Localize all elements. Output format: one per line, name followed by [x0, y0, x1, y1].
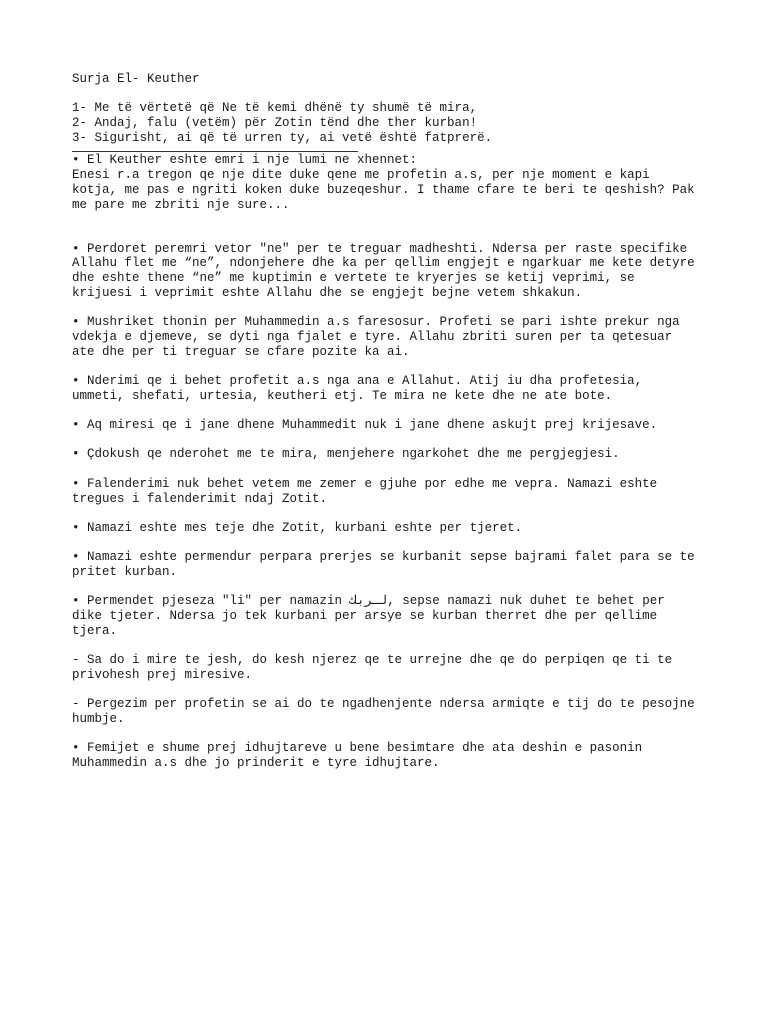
paragraph-2: • Mushriket thonin per Muhammedin a.s faresosur. Profeti se pari ishte prekur nga vdekja e djemeve, se dyti nga fjalet e tyre. Allahu zbriti suren per ta qetesuar ate dhe per ti treguar se cfare pozite ka ai. [72, 315, 688, 359]
paragraph-3: • Nderimi qe i behet profetit a.s nga ana e Allahut. Atij iu dha profetesia, ummeti, shefati, urtesia, keutheri etj. Te mira ne kete dhe ne ate bote. [72, 373, 650, 403]
spacer [72, 359, 702, 374]
paragraph-9: • Permendet pjeseza "li" per namazin لـربك, sepse namazi nuk duhet te behet per dike tjeter. Ndersa jo tek kurbani per arsye se kurban therret dhe per qellime tjera. [72, 594, 673, 638]
spacer [72, 300, 702, 315]
spacer [72, 638, 702, 653]
spacer [72, 506, 702, 521]
spacer [72, 403, 702, 418]
spacer [72, 87, 702, 102]
spacer [72, 433, 702, 448]
paragraph-1: • Perdoret peremri vetor "ne" per te treguar madheshti. Ndersa per raste specifike Allahu flet me “ne”, ndonjehere dhe ka per qellim engjejt e ngarkuar me kete detyre dhe eshte thene “ne” me kuptimin e vertete te kryerjes se ketij veprimi, se krijuesi i veprimit eshte Allahu dhe se engjejt bejne vetem shkakun. [72, 241, 703, 300]
spacer [72, 212, 702, 241]
verse-3: 3- Sigurisht, ai që të urren ty, ai vetë është fatprerë. [72, 130, 493, 145]
paragraph-10: - Sa do i mire te jesh, do kesh njerez qe te urrejne dhe qe do perpiqen qe ti te privohesh prej miresive. [72, 653, 680, 682]
paragraph-6: • Falenderimi nuk behet vetem me zemer e gjuhe por edhe me vepra. Namazi eshte tregues i falenderimit ndaj Zotit. [72, 476, 665, 506]
verse-2: 2- Andaj, falu (vetëm) për Zotin tënd dhe ther kurban! [72, 116, 478, 131]
spacer [72, 683, 702, 698]
verse-1: 1- Me të vërtetë që Ne të kemi dhënë ty shumë të mira, [72, 101, 478, 116]
paragraph-11: - Pergezim per profetin se ai do te ngadhenjente ndersa armiqte e tij do te pesojne humbje. [72, 697, 703, 726]
footnote-text: Enesi r.a tregon qe nje dite duke qene me profetin a.s, per nje moment e kapi kotja, me pas e ngriti koken duke buzeqeshur. I thame cfare te beri te qeshish? Pak me pare me zbriti nje sure... [72, 168, 703, 212]
spacer [72, 536, 702, 551]
paragraph-7: • Namazi eshte mes teje dhe Zotit, kurbani eshte per tjeret. [72, 520, 523, 535]
paragraph-8: • Namazi eshte permendur perpara prerjes se kurbanit sepse bajrami falet para se te pritet kurban. [72, 550, 703, 579]
paragraph-5: • Çdokush qe nderohet me te mira, menjehere ngarkohet dhe me pergjegjesi. [72, 447, 620, 462]
paragraph-4: • Aq miresi qe i jane dhene Muhammedit nuk i jane dhene askujt prej krijesave. [72, 418, 658, 433]
footnote-heading: • El Keuther eshte emri i nje lumi ne xhennet: [72, 153, 418, 168]
spacer [72, 580, 702, 595]
footnote-divider [72, 151, 358, 152]
paragraph-12: • Femijet e shume prej idhujtareve u bene besimtare dhe ata deshin e pasonin Muhammedin a.s dhe jo prinderit e tyre idhujtare. [72, 741, 650, 771]
document-page [72, 72, 702, 771]
document-title: Surja El- Keuther [72, 72, 200, 86]
spacer [72, 462, 702, 477]
spacer [72, 727, 702, 742]
